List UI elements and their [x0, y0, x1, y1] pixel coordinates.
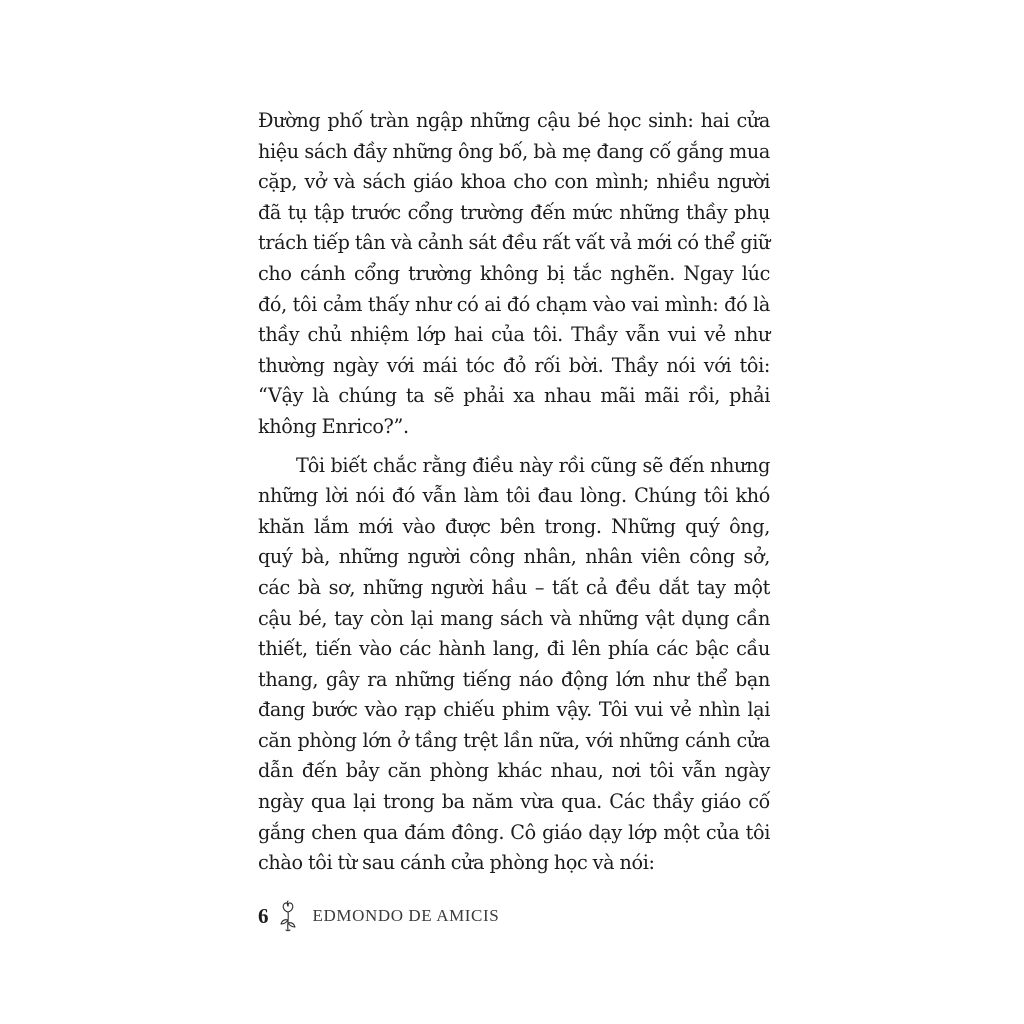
flower-sprig-icon	[277, 899, 299, 933]
page-body	[258, 106, 770, 879]
author-name: EDMONDO DE AMICIS	[312, 906, 500, 925]
page-footer	[258, 898, 499, 934]
page-number: 6	[258, 903, 269, 928]
paragraph-1: Đường phố tràn ngập những cậu bé học sinh: hai cửa hiệu sách đầy những ông bố, bà mẹ đang cố gắng mua cặp, vở và sách giáo khoa cho con mình; nhiều người đã tụ tập trước cổng trường đến mức những thầy phụ trách tiếp tân và cảnh sát đều rất vất vả mới có thể giữ cho cánh cổng trường không bị tắc nghẽn. Ngay lúc đó, tôi cảm thấy như có ai đó chạm vào vai mình: đó là thầy chủ nhiệm lớp hai của tôi. Thầy vẫn vui vẻ như thường ngày với mái tóc đỏ rối bời. Thầy nói với tôi: “Vậy là chúng ta sẽ phải xa nhau mãi mãi rồi, phải không Enrico?”.	[258, 109, 770, 438]
paragraph-2: Tôi biết chắc rằng điều này rồi cũng sẽ đến nhưng những lời nói đó vẫn làm tôi đau lòng. Chúng tôi khó khăn lắm mới vào được bên trong. Những quý ông, quý bà, những người công nhân, nhân viên công sở, các bà sơ, những người hầu – tất cả đều dắt tay một cậu bé, tay còn lại mang sách và những vật dụng cần thiết, tiến vào các hành lang, đi lên phía các bậc cầu thang, gây ra những tiếng náo động lớn như thể bạn đang bước vào rạp chiếu phim vậy. Tôi vui vẻ nhìn lại căn phòng lớn ở tầng trệt lần nữa, với những cánh cửa dẫn đến bảy căn phòng khác nhau, nơi tôi vẫn ngày ngày qua lại trong ba năm vừa qua. Các thầy giáo cố gắng chen qua đám đông. Cô giáo dạy lớp một của tôi chào tôi từ sau cánh cửa phòng học và nói:	[258, 453, 770, 875]
